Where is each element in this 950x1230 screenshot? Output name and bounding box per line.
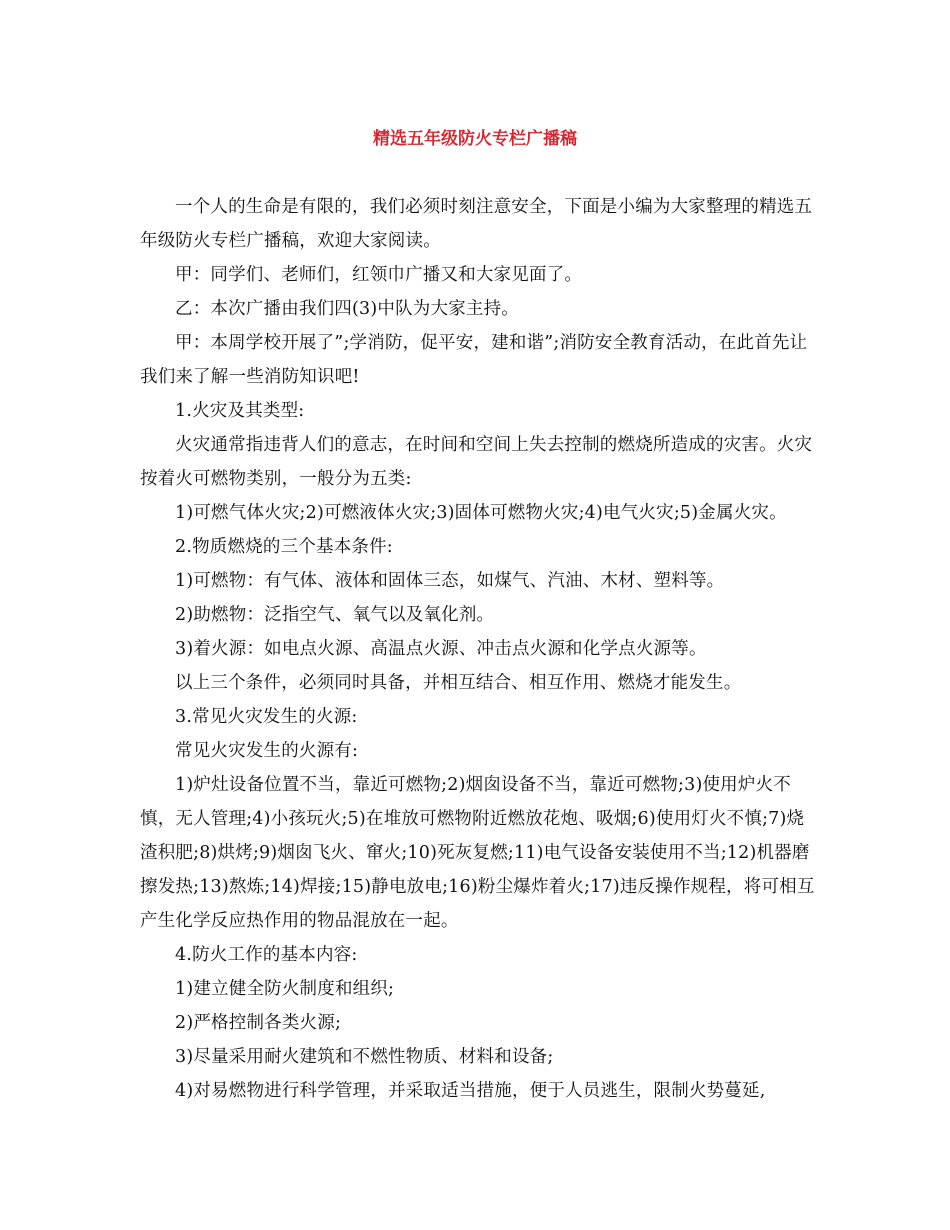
list-item: 3)着火源：如电点火源、高温点火源、冲击点火源和化学点火源等。 <box>175 639 707 659</box>
paragraph: 甲：同学们、老师们，红领巾广播又和大家见面了。 <box>175 265 583 285</box>
list-item: 2)严格控制各类火源; <box>175 1013 342 1033</box>
section-heading: 3.常见火灾发生的火源: <box>175 707 358 727</box>
section-heading: 4.防火工作的基本内容: <box>175 945 358 965</box>
section-heading: 2.物质燃烧的三个基本条件: <box>175 537 393 557</box>
document-body <box>140 190 815 1108</box>
list-item: 4)对易燃物进行科学管理，并采取适当措施，便于人员逃生，限制火势蔓延, <box>175 1081 766 1101</box>
paragraph: 乙：本次广播由我们四(3)中队为大家主持。 <box>175 299 519 319</box>
paragraph: 1)可燃气体火灾;2)可燃液体火灾;3)固体可燃物火灾;4)电气火灾;5)金属火灾。 <box>175 503 787 523</box>
paragraph: 以上三个条件，必须同时具备，并相互结合、相互作用、燃烧才能发生。 <box>175 673 742 693</box>
paragraph: 火灾通常指违背人们的意志，在时间和空间上失去控制的燃烧所造成的灾害。火灾按着火可燃物类别，一般分为五类: <box>140 435 813 489</box>
list-item: 1)可燃物：有气体、液体和固体三态，如煤气、汽油、木材、塑料等。 <box>175 571 725 591</box>
paragraph: 1)炉灶设备位置不当，靠近可燃物;2)烟囱设备不当，靠近可燃物;3)使用炉火不慎，无人管理;4)小孩玩火;5)在堆放可燃物附近燃放花炮、吸烟;6)使用灯火不慎;7)烧渣积肥;8)烘烤;9)烟囱飞火、窜火;10)死灰复燃;11)电气设备安装使用不当;12)机器磨擦发热;13)熬炼;14)焊接;15)静电放电;16)粉尘爆炸着火;17)违反操作规程，将可相互产生化学反应热作用的物品混放在一起。 <box>140 775 815 931</box>
paragraph: 常见火灾发生的火源有: <box>175 741 359 761</box>
paragraph: 一个人的生命是有限的，我们必须时刻注意安全，下面是小编为大家整理的精选五年级防火专栏广播稿，欢迎大家阅读。 <box>140 197 813 251</box>
list-item: 3)尽量采用耐火建筑和不燃性物质、材料和设备; <box>175 1047 554 1067</box>
list-item: 1)建立健全防火制度和组织; <box>175 979 395 999</box>
list-item: 2)助燃物：泛指空气、氧气以及氧化剂。 <box>175 605 495 625</box>
paragraph: 甲：本周学校开展了”;学消防，促平安，建和谐”;消防安全教育活动，在此首先让我们来了解一些消防知识吧! <box>140 333 808 387</box>
document-title: 精选五年级防火专栏广播稿 <box>373 129 577 149</box>
section-heading: 1.火灾及其类型: <box>175 401 305 421</box>
